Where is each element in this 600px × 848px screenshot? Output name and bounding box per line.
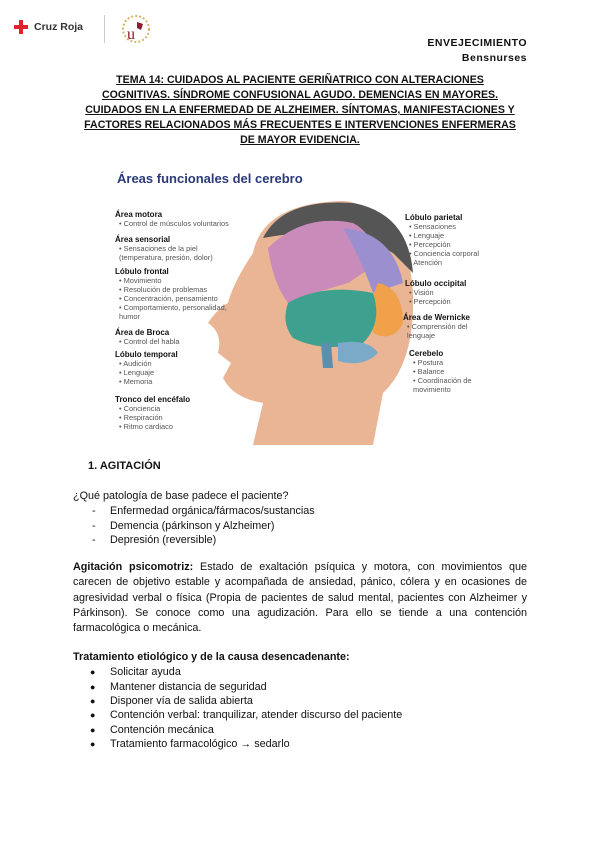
label-item: • Comprensión del lenguaje: [407, 322, 468, 340]
label-item: • Coordinación de movimiento: [413, 376, 472, 394]
label-item: • Control de músculos voluntarios: [119, 219, 229, 228]
label-title: Área de Wernicke: [403, 313, 470, 322]
section-heading: 1. AGITACIÓN: [88, 460, 161, 472]
title-line: FACTORES RELACIONADOS MÁS FRECUENTES E INTERVENCIONES ENFERMERAS: [84, 119, 516, 131]
bullet-icon: ●: [90, 739, 96, 749]
list-item: Contención mecánica: [110, 724, 214, 736]
label-lobulo-temporal: [115, 350, 215, 386]
dash-glyph: -: [92, 505, 96, 517]
label-item: • Postura: [413, 358, 444, 367]
title-line: CUIDADOS EN LA ENFERMEDAD DE ALZHEIMER. SÍNTOMAS, MANIFESTACIONES Y: [85, 104, 515, 116]
label-item: • Respiración: [119, 413, 163, 422]
label-item: • Percepción: [409, 240, 451, 249]
label-item: • Lenguaje: [409, 231, 445, 240]
document-title: [73, 73, 527, 148]
label-item: • Percepción: [409, 297, 451, 306]
label-item: • Conciencia: [119, 404, 161, 413]
label-title: Tronco del encéfalo: [115, 395, 191, 404]
label-title: Área motora: [115, 210, 163, 219]
brain-illustration: [193, 193, 423, 445]
question-text: ¿Qué patología de base padece el paciente?: [73, 490, 289, 502]
university-seal-icon: [120, 14, 152, 44]
label-area-sensorial: [115, 235, 225, 262]
bullet-icon: ●: [90, 667, 96, 677]
list-item: Mantener distancia de seguridad: [110, 681, 267, 693]
bullet-icon: ●: [90, 696, 96, 706]
term: Agitación psicomotriz:: [73, 561, 194, 573]
label-item: • Memoria: [119, 377, 153, 386]
label-title: Área sensorial: [115, 235, 171, 244]
list-item: Depresión (reversible): [110, 534, 217, 546]
label-item: • Audición: [119, 359, 152, 368]
label-item: • Conciencia corporal: [409, 249, 479, 258]
label-item: • Sensaciones: [409, 222, 456, 231]
label-item: • Movimiento: [119, 276, 162, 285]
label-title: Cerebelo: [409, 349, 444, 358]
label-title: Lóbulo temporal: [115, 350, 178, 359]
title-line: COGNITIVAS. SÍNDROME CONFUSIONAL AGUDO. DEMENCIAS EN MAYORES.: [101, 89, 499, 101]
label-item: • Ritmo cardiaco: [119, 422, 173, 431]
red-cross-icon: [14, 20, 28, 34]
label-item: • Control del habla: [119, 337, 180, 346]
label-item: • Lenguaje: [119, 368, 155, 377]
title-line: TEMA 14: CUIDADOS AL PACIENTE GERIÑATRICO CON ALTERACIONES: [116, 74, 484, 86]
label-title: Lóbulo parietal: [405, 213, 463, 222]
label-tronco-encefalo: [115, 395, 215, 431]
list-item: Tratamiento farmacológico → sedarlo: [110, 738, 290, 750]
list-item: Contención verbal: tranquilizar, atender discurso del paciente: [110, 709, 403, 721]
bullet-icon: ●: [90, 710, 96, 720]
label-area-broca: [115, 328, 215, 346]
brain-figure: [113, 163, 503, 445]
label-area-wernicke: [403, 313, 497, 340]
label-title: Lóbulo occipital: [405, 279, 467, 288]
logo-text: Cruz Roja: [34, 21, 84, 33]
label-lobulo-frontal: [115, 267, 227, 321]
label-title: Lóbulo frontal: [115, 267, 169, 276]
svg-text:u: u: [127, 26, 135, 43]
list-item: Enfermedad orgánica/fármacos/sustancias: [110, 505, 315, 517]
author-header: Bensnurses: [461, 52, 527, 64]
label-item: • Atención: [409, 258, 442, 267]
cruz-roja-logo: [14, 20, 83, 34]
label-lobulo-parietal: [405, 213, 497, 267]
dash-glyph: -: [92, 534, 96, 546]
label-item: • Resolución de problemas: [119, 285, 208, 294]
label-item: • Visión: [409, 288, 434, 297]
list-item: Demencia (párkinson y Alzheimer): [110, 520, 275, 532]
treatment-heading: Tratamiento etiológico y de la causa desencadenante:: [73, 651, 350, 663]
bullet-icon: ●: [90, 682, 96, 692]
figure-title: Áreas funcionales del cerebro: [117, 171, 303, 186]
label-cerebelo: [409, 349, 497, 394]
title-line: DE MAYOR EVIDENCIA.: [240, 134, 360, 146]
label-item: • Sensaciones de la piel (temperatura, presión, dolor): [119, 244, 213, 262]
label-lobulo-occipital: [405, 279, 497, 306]
label-item: • Comportamiento, personalidad, humor: [119, 303, 227, 321]
label-item: • Concentración, pensamiento: [119, 294, 218, 303]
list-item: Disponer vía de salida abierta: [110, 695, 253, 707]
definition-text: Estado de exaltación psíquica y motora, con movimientos que carecen de objetivo estable y acompañada de ansiedad, pánico, cólera y en ocasiones de agresividad verbal o física (Propia de pacientes de salud mental, pacientes con Alzheimer y Párkinson). Se conoce como una agudización. Para ello se tiende a una contención farmacológica o mecánica.: [73, 561, 527, 635]
bullet-icon: ●: [90, 725, 96, 735]
list-item: Solicitar ayuda: [110, 666, 181, 678]
label-area-motora: [115, 210, 235, 228]
definition-paragraph: [73, 560, 527, 636]
label-item: • Balance: [413, 367, 445, 376]
label-title: Área de Broca: [115, 328, 170, 337]
subject-header: ENVEJECIMIENTO: [427, 37, 527, 49]
logo-divider: [104, 15, 105, 43]
dash-glyph: -: [92, 520, 96, 532]
